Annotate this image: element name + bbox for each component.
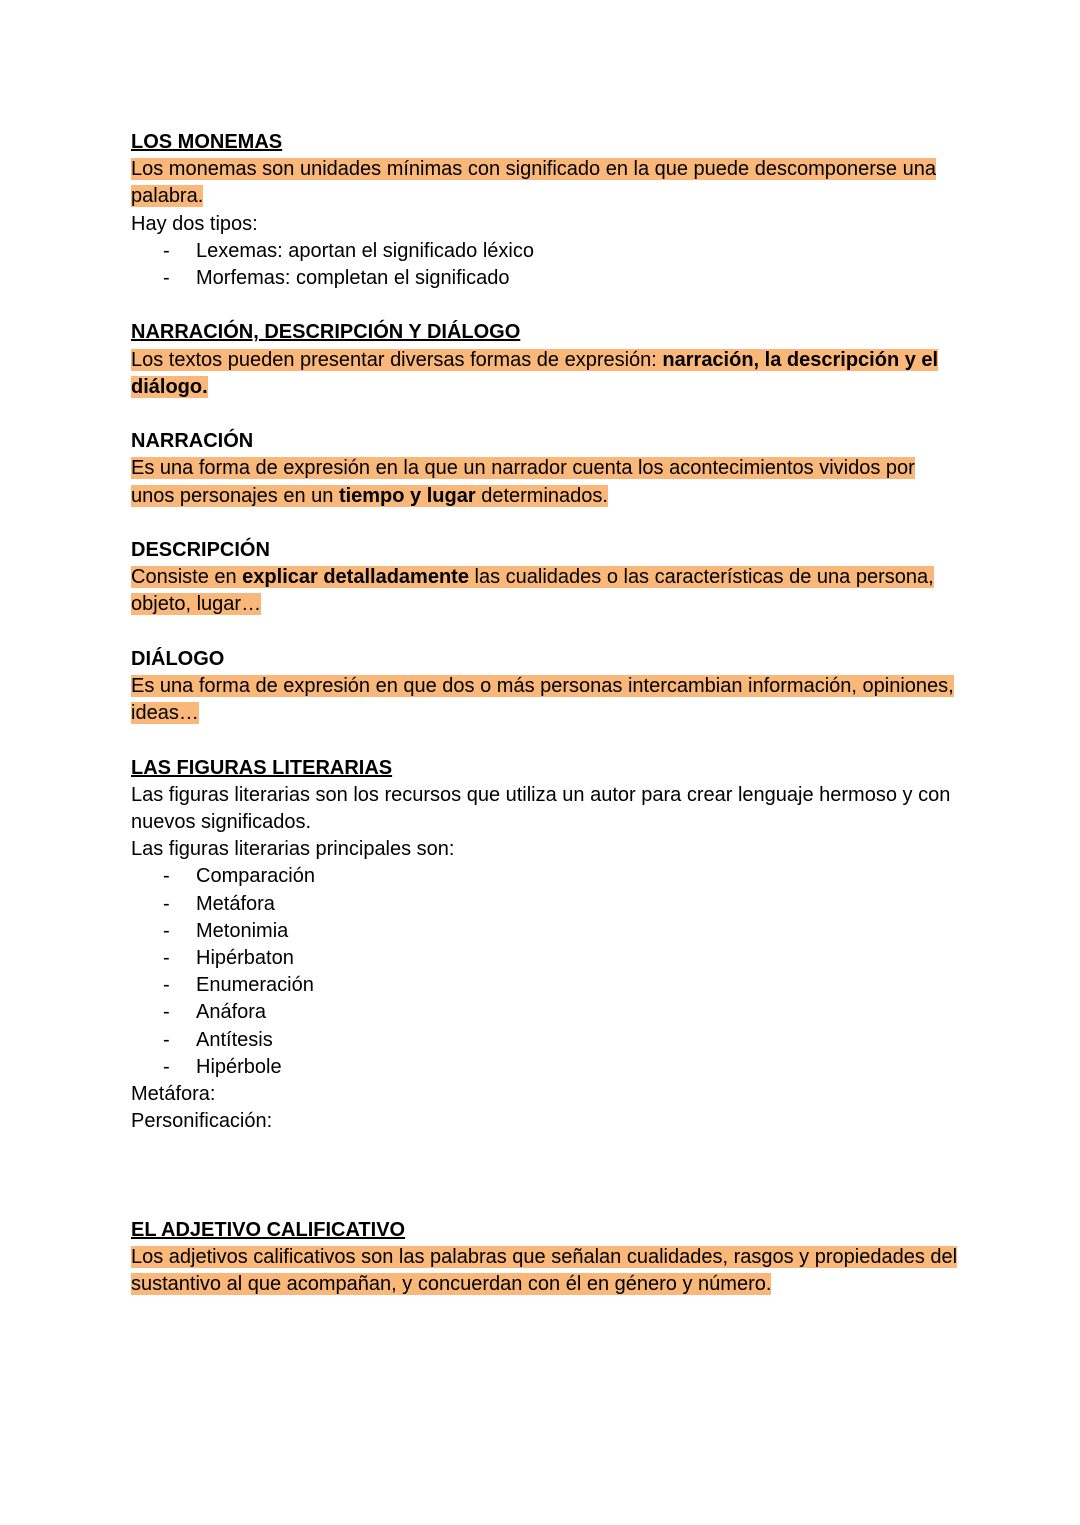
descripcion-text <box>131 564 961 618</box>
highlight-monemas-definition: Los monemas son unidades mínimas con significado en la que puede descomponerse una palabra. <box>131 158 936 208</box>
section-monemas <box>131 129 961 292</box>
monemas-definition <box>131 156 961 210</box>
spacer <box>131 510 961 537</box>
narracion-text-a: Es una forma de expresión en la que un narrador cuenta los acontecimientos vividos por unos personajes en un <box>131 457 915 507</box>
forms-text-bold: narración, la descripción y el diálogo. <box>131 348 939 398</box>
narracion-text-b: determinados. <box>475 484 608 507</box>
descripcion-text-bold: explicar detalladamente <box>242 566 469 589</box>
descripcion-text-b: las cualidades o las características de una persona, objeto, lugar… <box>131 566 934 616</box>
list-item <box>131 238 961 265</box>
descripcion-text-a: Consiste en <box>131 566 243 589</box>
dash-marker: - <box>163 892 170 915</box>
figuras-list <box>131 863 961 1081</box>
section-figuras <box>131 755 961 1136</box>
highlight-descripcion-text <box>131 566 934 615</box>
section-adjetivo <box>131 1217 961 1299</box>
section-descripcion <box>131 537 961 619</box>
heading-figuras: LAS FIGURAS LITERARIAS <box>131 756 393 779</box>
list-item <box>131 265 961 292</box>
list-item-text: Enumeración <box>196 974 314 997</box>
dash-marker: - <box>163 267 170 290</box>
list-item <box>131 999 961 1026</box>
forms-text <box>131 347 961 401</box>
section-forms <box>131 319 961 401</box>
list-item-text: Anáfora <box>196 1001 267 1024</box>
dash-marker: - <box>163 1055 170 1078</box>
list-item-text: Comparación <box>196 865 315 888</box>
heading-narracion: NARRACIÓN <box>131 430 254 453</box>
forms-text-plain: Los textos pueden presentar diversas formas de expresión: <box>131 348 663 371</box>
section-dialogo <box>131 646 961 728</box>
list-item <box>131 1027 961 1054</box>
dash-marker: - <box>163 239 170 262</box>
spacer <box>131 1135 961 1217</box>
adjetivo-definition <box>131 1244 961 1298</box>
heading-dialogo: DIÁLOGO <box>131 647 225 670</box>
spacer <box>131 619 961 646</box>
section-narracion <box>131 428 961 510</box>
list-item-text: Lexemas: aportan el significado léxico <box>196 239 534 262</box>
list-item <box>131 972 961 999</box>
list-item <box>131 863 961 890</box>
dash-marker: - <box>163 974 170 997</box>
heading-monemas: LOS MONEMAS <box>131 131 283 153</box>
monemas-intro: Hay dos tipos: <box>131 212 258 235</box>
list-item <box>131 918 961 945</box>
heading-forms: NARRACIÓN, DESCRIPCIÓN Y DIÁLOGO <box>131 321 521 344</box>
narracion-text <box>131 455 961 509</box>
dialogo-text <box>131 673 961 727</box>
list-item-text: Hipérbole <box>196 1055 282 1078</box>
heading-adjetivo: EL ADJETIVO CALIFICATIVO <box>131 1219 406 1242</box>
list-item-text: Metonimia <box>196 919 289 942</box>
list-item <box>131 945 961 972</box>
spacer <box>131 727 961 754</box>
highlight-narracion-text <box>131 457 915 506</box>
figuras-definition: Las figuras literarias son los recursos que utiliza un autor para crear lenguaje hermoso y con nuevos significados. <box>131 783 951 833</box>
list-item-text: Antítesis <box>196 1028 273 1051</box>
highlight-forms-text <box>131 349 938 398</box>
heading-descripcion: DESCRIPCIÓN <box>131 539 270 561</box>
list-item <box>131 1054 961 1081</box>
metafora-label: Metáfora: <box>131 1083 216 1106</box>
dash-marker: - <box>163 865 170 888</box>
narracion-text-bold: tiempo y lugar <box>338 484 476 507</box>
list-item <box>131 891 961 918</box>
list-item-text: Morfemas: completan el significado <box>196 267 510 290</box>
list-item-text: Hipérbaton <box>196 947 294 970</box>
dash-marker: - <box>163 947 170 970</box>
dash-marker: - <box>163 1028 170 1051</box>
dash-marker: - <box>163 919 170 942</box>
list-item-text: Metáfora <box>196 892 275 915</box>
spacer <box>131 401 961 428</box>
highlight-dialogo-text: Es una forma de expresión en que dos o más personas intercambian información, opiniones, ideas… <box>131 675 954 725</box>
personificacion-label: Personificación: <box>131 1110 273 1133</box>
spacer <box>131 292 961 319</box>
dash-marker: - <box>163 1001 170 1024</box>
figuras-intro: Las figuras literarias principales son: <box>131 838 455 861</box>
document-page <box>131 129 961 1299</box>
highlight-adjetivo-definition: Los adjetivos calificativos son las palabras que señalan cualidades, rasgos y propiedades del sustantivo al que acompañan, y concuerdan con él en género y número. <box>131 1246 958 1296</box>
monemas-type-list <box>131 238 961 292</box>
